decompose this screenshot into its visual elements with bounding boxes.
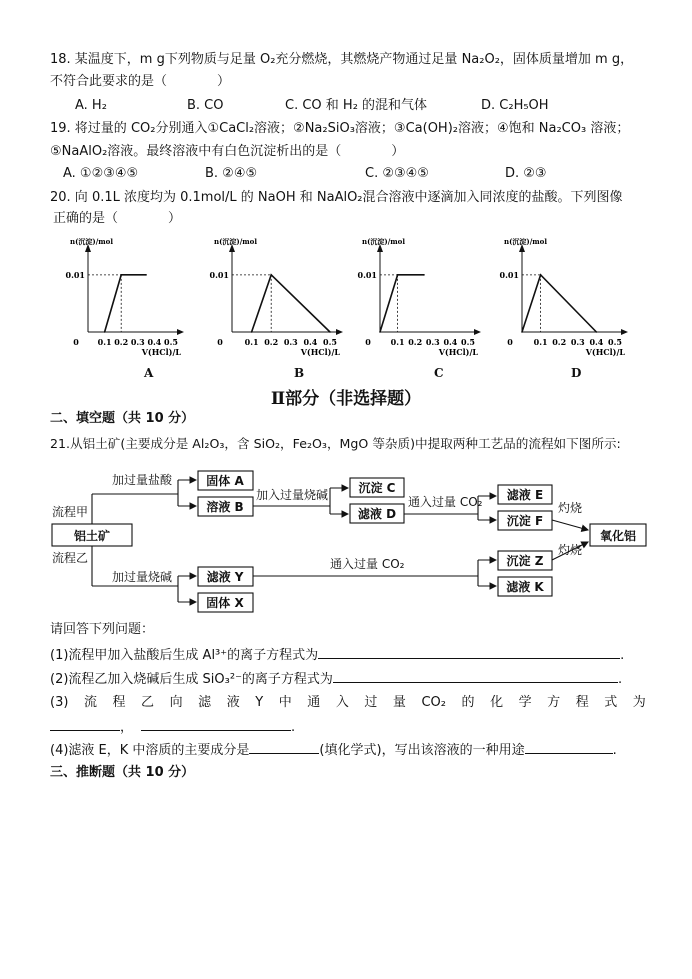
solid-a-label: 固体 A: [206, 474, 244, 488]
q21-sub3-char: 入: [335, 695, 349, 710]
x-tick-label: 0.2: [408, 337, 423, 347]
q19-stem-text: ⑤NaAlO₂溶液。最终溶液中有白色沉淀析出的是（: [50, 144, 342, 159]
data-point: [329, 331, 331, 333]
y-tick-label: 0.01: [209, 269, 229, 280]
precipitate-line: [522, 275, 596, 332]
answer-blank[interactable]: [525, 741, 613, 754]
data-point: [596, 331, 598, 333]
q21-sub3-char: Y: [255, 695, 264, 710]
q21-sub3-char: CO₂: [421, 695, 446, 710]
q21-sub3-char: 滤: [198, 695, 212, 710]
q21-stem: 21.从铝土矿(主要成分是 Al₂O₃，含 SiO₂，Fe₂O₃，MgO 等杂质)中提取两种工艺品的流程如下图所示:: [50, 436, 621, 451]
x-tick-label: 0.5: [323, 337, 337, 347]
add-naoh-label-2: 加过量烧碱: [112, 570, 173, 584]
ore-label: 铝土矿: [73, 529, 111, 543]
pass-co2-label-2: 通入过量 CO₂: [330, 557, 405, 571]
q21-ask: 请回答下列问题：: [50, 622, 155, 637]
x-axis-arrow: [474, 329, 481, 335]
q20-stem-line2: [53, 210, 181, 228]
x-tick-label: 0.4: [443, 337, 458, 347]
q21-sub3-char: 过: [364, 695, 378, 710]
q21-sub2: [50, 670, 622, 689]
x-tick-label: 0.1: [390, 337, 405, 347]
q19-option-a: A. ①②③④⑤: [63, 166, 139, 181]
y-tick-label: 0.01: [65, 269, 85, 280]
x-tick-label: 0.4: [303, 337, 318, 347]
q21-sub3-char: 式: [604, 695, 618, 710]
q21-sub3: [50, 694, 646, 712]
chart-a-label: A: [144, 366, 154, 380]
q21-sub3-char: 乙: [141, 695, 155, 710]
x-tick-label: 0: [217, 337, 223, 347]
x-axis-label: V(HCl)/L: [438, 347, 478, 357]
data-point: [251, 331, 253, 333]
q21-sub3-char: 为: [632, 695, 646, 710]
answer-blank[interactable]: [50, 718, 120, 731]
q21-sub3-char: 的: [461, 695, 475, 710]
q18-option-d: D. C₂H₅OH: [481, 98, 549, 113]
x-tick-label: 0.5: [608, 337, 622, 347]
q21-sub3-char: (3): [50, 695, 69, 710]
data-point: [379, 331, 381, 333]
q21-sub3-char: 化: [490, 695, 504, 710]
q21-sub3-char: 学: [518, 695, 532, 710]
solid-x-label: 固体 X: [206, 596, 244, 610]
data-point: [104, 331, 106, 333]
filtrate-d-label: 滤液 D: [357, 507, 397, 521]
period: .: [620, 648, 625, 663]
paren-close: ）: [168, 211, 182, 226]
x-tick-label: 0.2: [114, 337, 129, 347]
x-tick-label: 0.1: [533, 337, 548, 347]
answer-blank[interactable]: [318, 646, 620, 659]
data-point: [397, 274, 399, 276]
q21-sub3-char: 量: [392, 695, 406, 710]
x-tick-label: 0.5: [164, 337, 178, 347]
y-tick-label: 0.01: [357, 269, 377, 280]
q21-sub3-char: 流: [83, 695, 97, 710]
q18-stem-line1: 18. 某温度下，m g下列物质与足量 O₂充分燃烧，其燃烧产物通过足量 Na₂O₂，固体质量增加 m g，: [50, 52, 634, 67]
x-tick-label: 0: [507, 337, 513, 347]
add-naoh-label-1: 加入过量烧碱: [256, 488, 329, 502]
x-tick-label: 0.1: [97, 337, 112, 347]
period: .: [617, 672, 623, 687]
route-b-label: 流程乙: [52, 551, 89, 565]
q19-option-c: C. ②③④⑤: [365, 166, 429, 181]
route-a-label: 流程甲: [52, 505, 89, 519]
x-tick-label: 0.3: [425, 337, 440, 347]
y-axis-label: n(沉淀)/mol: [362, 237, 406, 246]
period: .: [291, 720, 296, 735]
data-point: [145, 274, 147, 276]
q19-stem-line2: [50, 143, 404, 161]
section-3-heading: 三、推断题（共 10 分）: [50, 765, 195, 780]
q19-stem-line1: 19. 将过量的 CO₂分别通入①CaCl₂溶液；②Na₂SiO₃溶液；③Ca(OH)₂溶液；④饱和 Na₂CO₃ 溶液；: [50, 121, 630, 136]
q21-sub1: [50, 646, 624, 665]
x-tick-label: 0.2: [552, 337, 567, 347]
q21-sub3-text: [50, 694, 646, 712]
x-tick-label: 0.3: [283, 337, 298, 347]
answer-blank[interactable]: [141, 718, 291, 731]
x-axis-arrow: [336, 329, 343, 335]
y-axis-label: n(沉淀)/mol: [214, 237, 258, 246]
add-hcl-label: 加过量盐酸: [112, 473, 173, 487]
q18-option-c: C. CO 和 H₂ 的混和气体: [285, 98, 428, 113]
process-flowchart: [50, 462, 650, 626]
x-tick-label: 0: [365, 337, 371, 347]
data-point: [270, 274, 272, 276]
q21-sub3-char: 通: [307, 695, 321, 710]
chart-d-label: D: [571, 366, 582, 380]
chart-c-label: C: [434, 366, 444, 380]
precipitate-line: [252, 275, 330, 332]
data-point: [521, 331, 523, 333]
q21-sub2-text: (2)流程乙加入烧碱后生成 SiO₃²⁻的离子方程式为: [50, 672, 333, 687]
q20-stem-text: 正确的是（: [53, 211, 119, 226]
chart-b: [202, 232, 352, 366]
comma: ，: [120, 720, 134, 735]
x-axis-arrow: [177, 329, 184, 335]
precipitate-line: [105, 275, 147, 332]
filtrate-e-label: 滤液 E: [506, 488, 544, 502]
answer-blank[interactable]: [249, 741, 319, 754]
filtrate-k-label: 滤液 K: [506, 580, 544, 594]
q18-stem-line2: [50, 73, 230, 91]
chart-a: [58, 232, 193, 366]
precip-f-label: 沉淀 F: [506, 514, 544, 528]
part-2-title: Ⅱ部分（非选择题）: [270, 389, 422, 409]
period: .: [612, 743, 617, 758]
q21-sub3-blanks: [50, 718, 295, 737]
q21-sub3-char: 向: [169, 695, 183, 710]
chart-b-label: B: [294, 366, 305, 380]
q18-option-a: A. H₂: [75, 98, 107, 113]
q21-sub3-char: 程: [575, 695, 589, 710]
q21-sub4: [50, 741, 617, 760]
q19-option-b: B. ②④⑤: [205, 166, 258, 181]
pass-co2-label-1: 通入过量 CO₂: [408, 495, 483, 509]
paren-close: ）: [391, 144, 405, 159]
x-tick-label: 0.5: [461, 337, 475, 347]
q21-sub3-char: 程: [112, 695, 126, 710]
data-point: [540, 274, 542, 276]
q21-sub3-char: 中: [278, 695, 292, 710]
x-axis-label: V(HCl)/L: [585, 347, 625, 357]
filtrate-y-label: 滤液 Y: [206, 570, 244, 584]
q18-option-b: B. CO: [187, 98, 224, 113]
precip-c-label: 沉淀 C: [358, 481, 396, 495]
x-tick-label: 0.4: [147, 337, 162, 347]
answer-blank[interactable]: [333, 670, 618, 683]
x-tick-label: 0.1: [244, 337, 259, 347]
x-tick-label: 0.2: [264, 337, 279, 347]
x-tick-label: 0: [73, 337, 79, 347]
alumina-label: 氧化铝: [599, 529, 637, 543]
paren-close: ）: [217, 74, 231, 89]
x-tick-label: 0.3: [130, 337, 145, 347]
q21-sub4-text-b: (填化学式)，写出该溶液的一种用途: [319, 743, 525, 758]
q18-stem-text: 不符合此要求的是（: [50, 74, 168, 89]
q21-sub4-text-a: (4)滤液 E，K 中溶质的主要成分是: [50, 743, 250, 758]
q20-stem-line1: 20. 向 0.1L 浓度均为 0.1mol/L 的 NaOH 和 NaAlO₂混合溶液中逐滴加入同浓度的盐酸。下列图像: [50, 190, 623, 205]
q21-sub1-text: (1)流程甲加入盐酸后生成 Al³⁺的离子方程式为: [50, 648, 319, 663]
data-point: [120, 274, 122, 276]
y-axis-label: n(沉淀)/mol: [70, 237, 114, 246]
x-tick-label: 0.4: [589, 337, 604, 347]
q19-option-d: D. ②③: [505, 166, 547, 181]
section-2-heading: 二、填空题（共 10 分）: [50, 411, 195, 426]
calcine-label-2: 灼烧: [558, 543, 583, 557]
x-axis-label: V(HCl)/L: [141, 347, 181, 357]
chart-d: [492, 232, 637, 366]
solution-b-label: 溶液 B: [206, 500, 244, 514]
x-axis-label: V(HCl)/L: [300, 347, 340, 357]
precip-z-label: 沉淀 Z: [506, 554, 544, 568]
y-tick-label: 0.01: [499, 269, 519, 280]
calcine-label-1: 灼烧: [558, 501, 583, 515]
chart-c: [350, 232, 490, 366]
precipitate-line: [380, 275, 424, 332]
data-point: [423, 274, 425, 276]
x-tick-label: 0.3: [570, 337, 585, 347]
q21-sub3-char: 液: [226, 695, 240, 710]
x-axis-arrow: [621, 329, 628, 335]
q21-sub3-char: 方: [547, 695, 561, 710]
y-axis-label: n(沉淀)/mol: [504, 237, 548, 246]
